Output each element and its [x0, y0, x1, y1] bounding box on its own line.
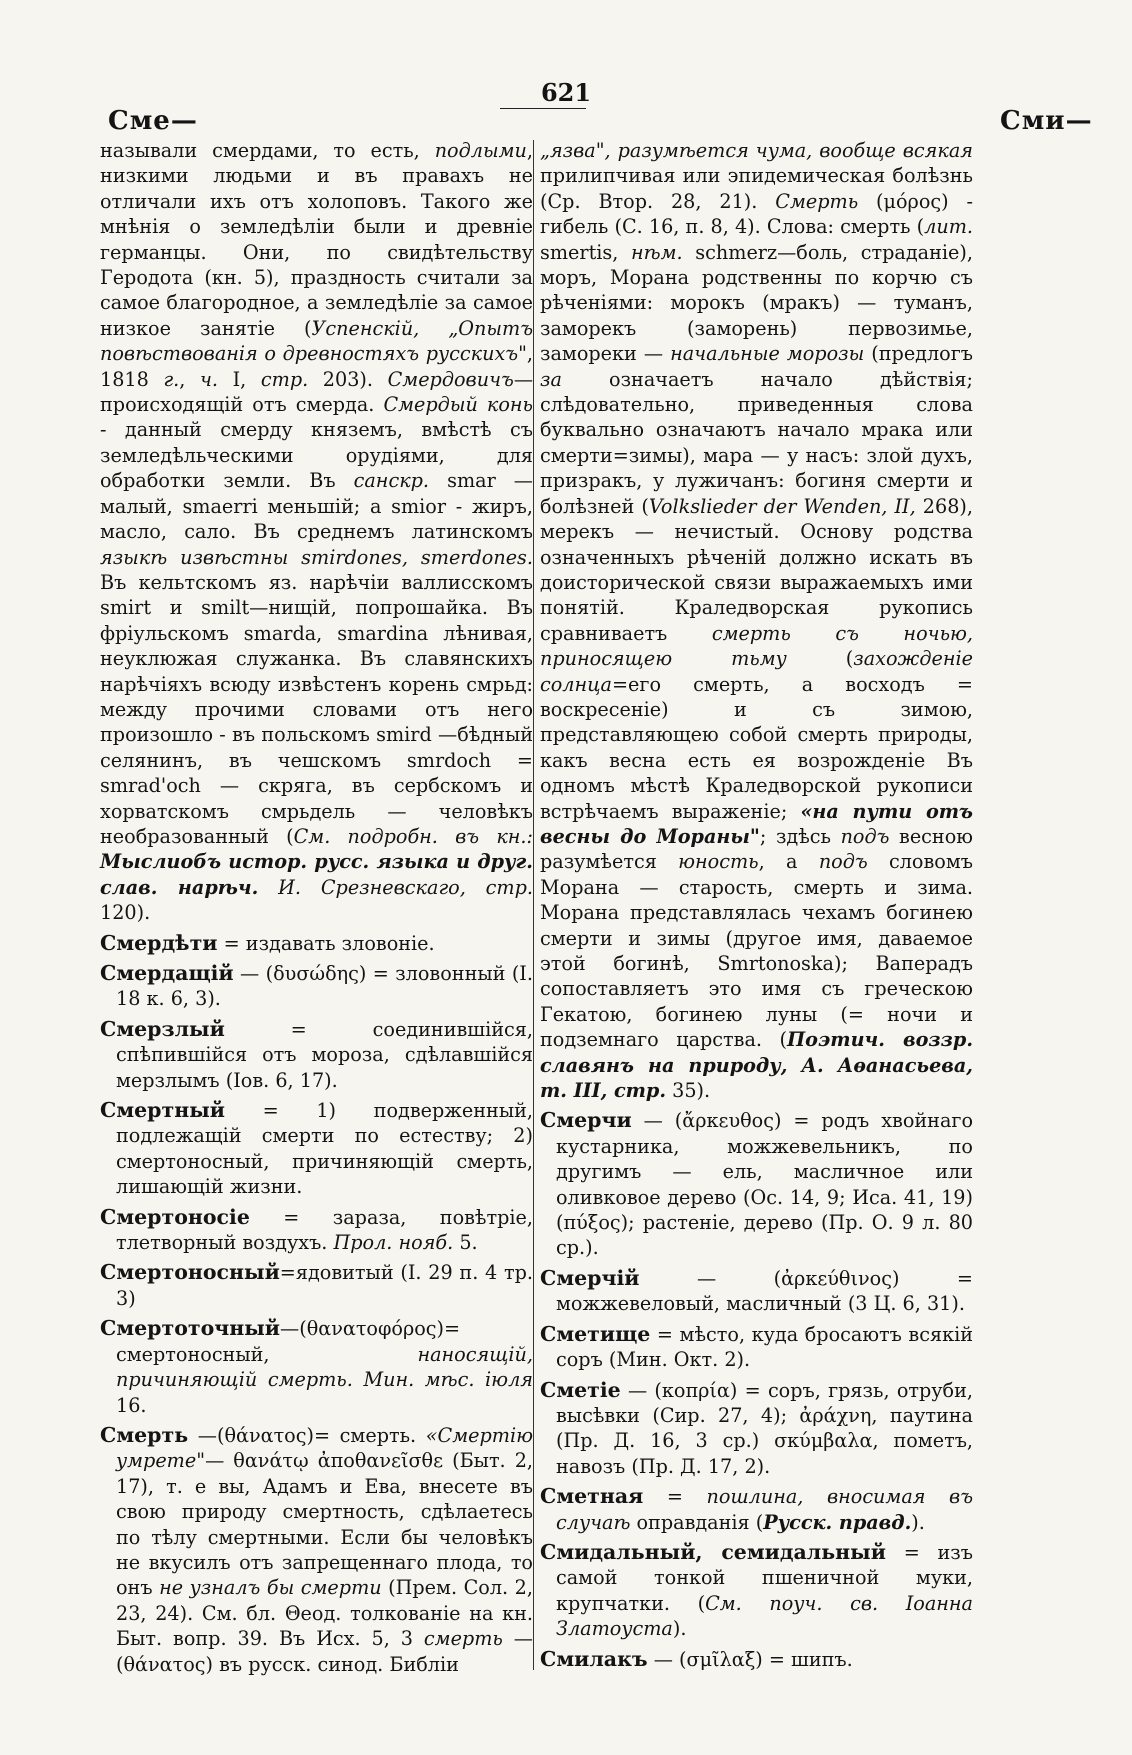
- text-run: захожденіе солнца: [540, 647, 973, 696]
- text-run: за: [540, 367, 562, 391]
- text-run: смерть съ ночью, приносящею тьму: [540, 621, 974, 671]
- text-run: = изъ самой тонкой пшеничной муки, крупчатки. (: [556, 1540, 973, 1615]
- text-run: «на пути отъ весны до Мораны": [540, 799, 973, 848]
- text-run: не узналъ бы смерти: [159, 1576, 382, 1600]
- text-run: = издавать зловоніе.: [217, 931, 435, 955]
- text-run: ; здѣсь: [759, 824, 841, 848]
- left-column: [100, 138, 533, 1677]
- headword: Смилакъ: [540, 1646, 648, 1671]
- text-run: 5.: [453, 1231, 478, 1255]
- text-run: Прол. нояб.: [333, 1231, 454, 1255]
- text-run: санскр.: [353, 469, 430, 493]
- text-run: , а: [758, 850, 819, 874]
- headword: Сметище: [540, 1321, 651, 1346]
- dictionary-entry: [100, 1098, 533, 1200]
- text-run: языкѣ извѣстны smirdones, smerdones.: [100, 545, 533, 569]
- text-run: — (ἀρκεύθινος) = можжевеловый, масличный (3 Ц. 6, 31).: [556, 1266, 973, 1316]
- text-run: = зараза, повѣтріе, тлетворный воздухъ.: [116, 1205, 533, 1255]
- text-run: , 1818: [100, 342, 533, 391]
- text-run: ).: [911, 1510, 925, 1534]
- headword: Смердѣти: [100, 930, 218, 955]
- text-run: - данный смерду княземъ, вмѣстѣ съ земледѣльческими орудіями, для обработки земли. Въ: [100, 418, 533, 493]
- text-run: ).: [672, 1617, 687, 1641]
- text-run: — (δυσώδης) = зловонный (I. 18 к. 6, 3).: [116, 962, 533, 1011]
- dictionary-entry: [540, 1266, 973, 1317]
- text-run: (Прем. Сол. 2, 23, 24). См. бл. Θеод. толкованіе на кн. Быт. вопр. 39. Въ Исх. 5, 3: [116, 1576, 533, 1651]
- right-column: [540, 138, 973, 1672]
- text-run: называли смердами, то есть,: [100, 139, 435, 162]
- text-run: прилипчивая или эпидемическая болѣзнь (Ср. Втор. 28, 21).: [540, 164, 973, 213]
- text-run: Успенскій, „Опытъ повѣствованія о древностяхъ русскихъ": [100, 316, 534, 366]
- text-run: пошлина, вносимая въ случаѣ: [556, 1485, 973, 1534]
- text-run: г.: [163, 367, 180, 391]
- text-run: «Смертію умрете": [116, 1423, 533, 1473]
- headword: Смертный: [100, 1098, 225, 1123]
- text-run: =его смерть, а восходъ = воскресеніе) и съ зимою, представляющею собой смерть природы, какъ весна есть ея возрожденіе Въ одномъ мѣстѣ Краледворской рукописи встрѣчаемъ выраженіе;: [540, 672, 973, 823]
- dictionary-entry: [540, 1322, 973, 1373]
- text-run: подъ: [840, 824, 890, 848]
- text-run: = 1) подверженный, подлежащій смерти по естеству; 2) смертоносный, причиняющій смерть, лишающій жизни.: [116, 1099, 533, 1199]
- headword: Смерчи: [540, 1108, 632, 1133]
- dictionary-entry: [100, 1017, 533, 1093]
- text-run: I,: [217, 367, 261, 391]
- text-run: [258, 876, 278, 899]
- page-number-rule: [500, 108, 586, 109]
- text-run: Смердовичъ: [387, 367, 514, 391]
- text-run: ч.: [199, 367, 218, 391]
- dictionary-entry: [540, 1647, 973, 1672]
- text-run: нѣм.: [631, 240, 683, 264]
- dictionary-entry: [100, 1205, 533, 1256]
- text-run: наносящій, причиняющій смерть. Мин. мѣс. іюля: [116, 1342, 533, 1392]
- text-run: 35).: [666, 1079, 711, 1103]
- continued-text: [540, 138, 973, 1103]
- text-run: , низкими людьми и въ правахъ не отличали ихъ отъ холоповъ. Такого же мнѣнія о земледѣліи были и древніе германцы. Они, по свидѣтельству Геродота (кн. 5), праздность считали за самое благородное, а земледѣліе за самое низкое занятіе (: [100, 139, 533, 340]
- dictionary-entry: [100, 961, 533, 1012]
- text-run: —(θάνατος)= смерть.: [188, 1423, 426, 1447]
- headword: Смердащій: [100, 961, 234, 985]
- text-run: оправданія (: [630, 1510, 764, 1534]
- headword: Смертоносный: [100, 1260, 280, 1285]
- text-run: (предлогъ: [864, 342, 973, 366]
- text-run: юность: [678, 850, 759, 874]
- text-run: =ядовитый (I. 29 п. 4 тр. 3): [116, 1261, 533, 1310]
- text-run: Поэтич. воззр. славянъ на природу, А. Аѳанасьева, т. III, стр.: [540, 1028, 973, 1103]
- text-run: Въ кельтскомъ яз. нарѣчіи валлисскомъ smirt и smilt—нищій, попрошайка. Въ фріульскомъ smarda, smardina лѣнивая, неуклюжая служанка. Въ славянскихъ нарѣчіяхъ всюду извѣстенъ корень смрьд: между прочими словами отъ него произошло - въ польскомъ smird —бѣдный селянинъ, въ чешскомъ smrdoch = smrad'och — скряга, въ сербскомъ и хорватскомъ смрьдель — человѣкъ необразованный (: [100, 570, 533, 848]
- text-run: — (ἄρκευθος) = родъ хвойнаго кустарника, можжевельникъ, по другимъ — ель, масличное или оливковое дерево (Ос. 14, 9; Иса. 41, 19) (πύξος); растеніе, дерево (Пр. О. 9 л. 80 ср.).: [556, 1109, 973, 1260]
- text-run: И. Срезневскаго, стр.: [278, 875, 533, 899]
- text-run: 120).: [100, 901, 151, 925]
- text-run: стр.: [260, 367, 309, 391]
- continued-text: [100, 138, 533, 926]
- text-run: — (σμῖλαξ) = шипъ.: [647, 1647, 853, 1671]
- dictionary-entry: [540, 1108, 973, 1260]
- text-run: —(θανατοφόρος)= смертоносный,: [116, 1317, 461, 1366]
- headword: Сметная: [540, 1484, 644, 1509]
- headword: Смидальный, семидальный: [540, 1539, 886, 1564]
- text-run: подлыми: [434, 139, 527, 162]
- running-head-left: Сме—: [108, 106, 198, 136]
- text-run: 268), мерекъ — нечистый. Основу родства означенныхъ рѣченій должно искать въ доисторической связи выражаемыхъ ими понятій. Краледворская рукопись сравниваетъ: [540, 494, 973, 645]
- dictionary-entry: [100, 1316, 533, 1418]
- text-run: (: [786, 647, 854, 671]
- text-run: — θανάτῳ ἀποθανεῖσθε (Быт. 2, 17), т. е вы, Адамъ и Ева, внесете въ свою природу смертность, сдѣлаетесь по тѣлу смертными. Если бы человѣкъ не вкусилъ отъ запрещеннаго плода, то онъ: [116, 1449, 533, 1600]
- text-run: smertis,: [540, 240, 632, 264]
- text-run: смерть: [423, 1627, 503, 1651]
- text-run: подъ: [818, 850, 868, 874]
- text-run: Смерть: [775, 189, 859, 213]
- text-run: Смердый конь: [383, 393, 533, 417]
- text-run: —происходящій отъ смерда.: [100, 367, 533, 417]
- text-run: означаетъ начало дѣйствія; слѣдовательно, приведенныя слова буквально означаютъ начало мрака или смерти=зимы), мара — у насъ: злой духъ, призракъ, у лужичанъ: богиня смерти и болѣзней (: [540, 367, 973, 518]
- text-run: См. поуч. св. Іоанна Златоуста: [556, 1591, 973, 1641]
- column-divider: [533, 140, 534, 1670]
- text-run: schmerz—боль, страданіе), моръ, Морана родственны по корчю съ рѣченіями: морокъ (мракъ) — туманъ, заморекъ (заморень) первозимье, замореки —: [540, 240, 973, 366]
- text-run: 203).: [308, 367, 388, 391]
- text-run: лит.: [924, 215, 973, 239]
- running-head-right: Сми—: [1000, 106, 1093, 136]
- page-number: 621: [540, 78, 592, 107]
- text-run: словомъ Морана — старость, смерть и зима. Морана представлялась чехамъ богинею смерти и зимы (другое имя, даваемое этой богинѣ, Smrtonoska); Ваперадъ сопоставляетъ это имя съ греческою Гекатою, богинею луны (= ночи и подземнаго царства. (: [540, 850, 973, 1052]
- headword: Смертоносіе: [100, 1204, 250, 1229]
- text-run: Мыслиобъ истор. русс. языка и друг. слав. нарѣч.: [100, 850, 533, 899]
- text-run: весною разумѣется: [540, 824, 973, 874]
- headword: Смерзлый: [100, 1016, 225, 1041]
- text-run: = соединившійся, спѣпившійся отъ мороза, сдѣлавшійся мерзлымъ (Іов. 6, 17).: [116, 1017, 533, 1092]
- dictionary-entry: [100, 1260, 533, 1311]
- text-run: (μόρος) - гибель (С. 16, п. 8, 4). Слова: смерть (: [540, 189, 973, 239]
- dictionary-entry: [540, 1540, 973, 1642]
- headword: Смерть: [100, 1422, 189, 1447]
- text-run: начальные морозы: [670, 342, 865, 366]
- dictionary-entry: [540, 1378, 973, 1480]
- dictionary-entry: [100, 931, 533, 956]
- text-run: — (κοπρία) = соръ, грязь, отруби, высѣвки (Сир. 27, 4); ἀράχνη, паутина (Пр. Д. 16, 3 ср.) σκύμβαλα, пометъ, навозъ (Пр. Д. 17, 2).: [556, 1378, 973, 1478]
- text-run: Volkslieder der Wenden, II,: [648, 494, 916, 518]
- text-run: Русск. правд.: [763, 1510, 912, 1534]
- dictionary-entry: [540, 1484, 973, 1535]
- text-run: „язва", разумѣется чума, вообще всякая: [540, 139, 973, 162]
- headword: Сметіе: [540, 1377, 621, 1402]
- dictionary-entry: [100, 1423, 533, 1677]
- text-run: smar — малый, smaerri меньшій; а smior - жиръ, масло, сало. Въ среднемъ латинскомъ: [100, 469, 533, 544]
- text-run: =: [643, 1485, 707, 1509]
- text-run: См. подробн. въ кн.:: [293, 824, 533, 848]
- text-run: = мѣсто, куда бросаютъ всякій соръ (Мин. Окт. 2).: [556, 1322, 973, 1372]
- text-run: 16.: [116, 1393, 147, 1417]
- headword: Смерчій: [540, 1265, 640, 1290]
- text-run: — (θάνατος) въ русск. синод. Библіи: [116, 1627, 533, 1676]
- headword: Смертоточный: [100, 1316, 281, 1341]
- text-run: ,: [179, 367, 200, 391]
